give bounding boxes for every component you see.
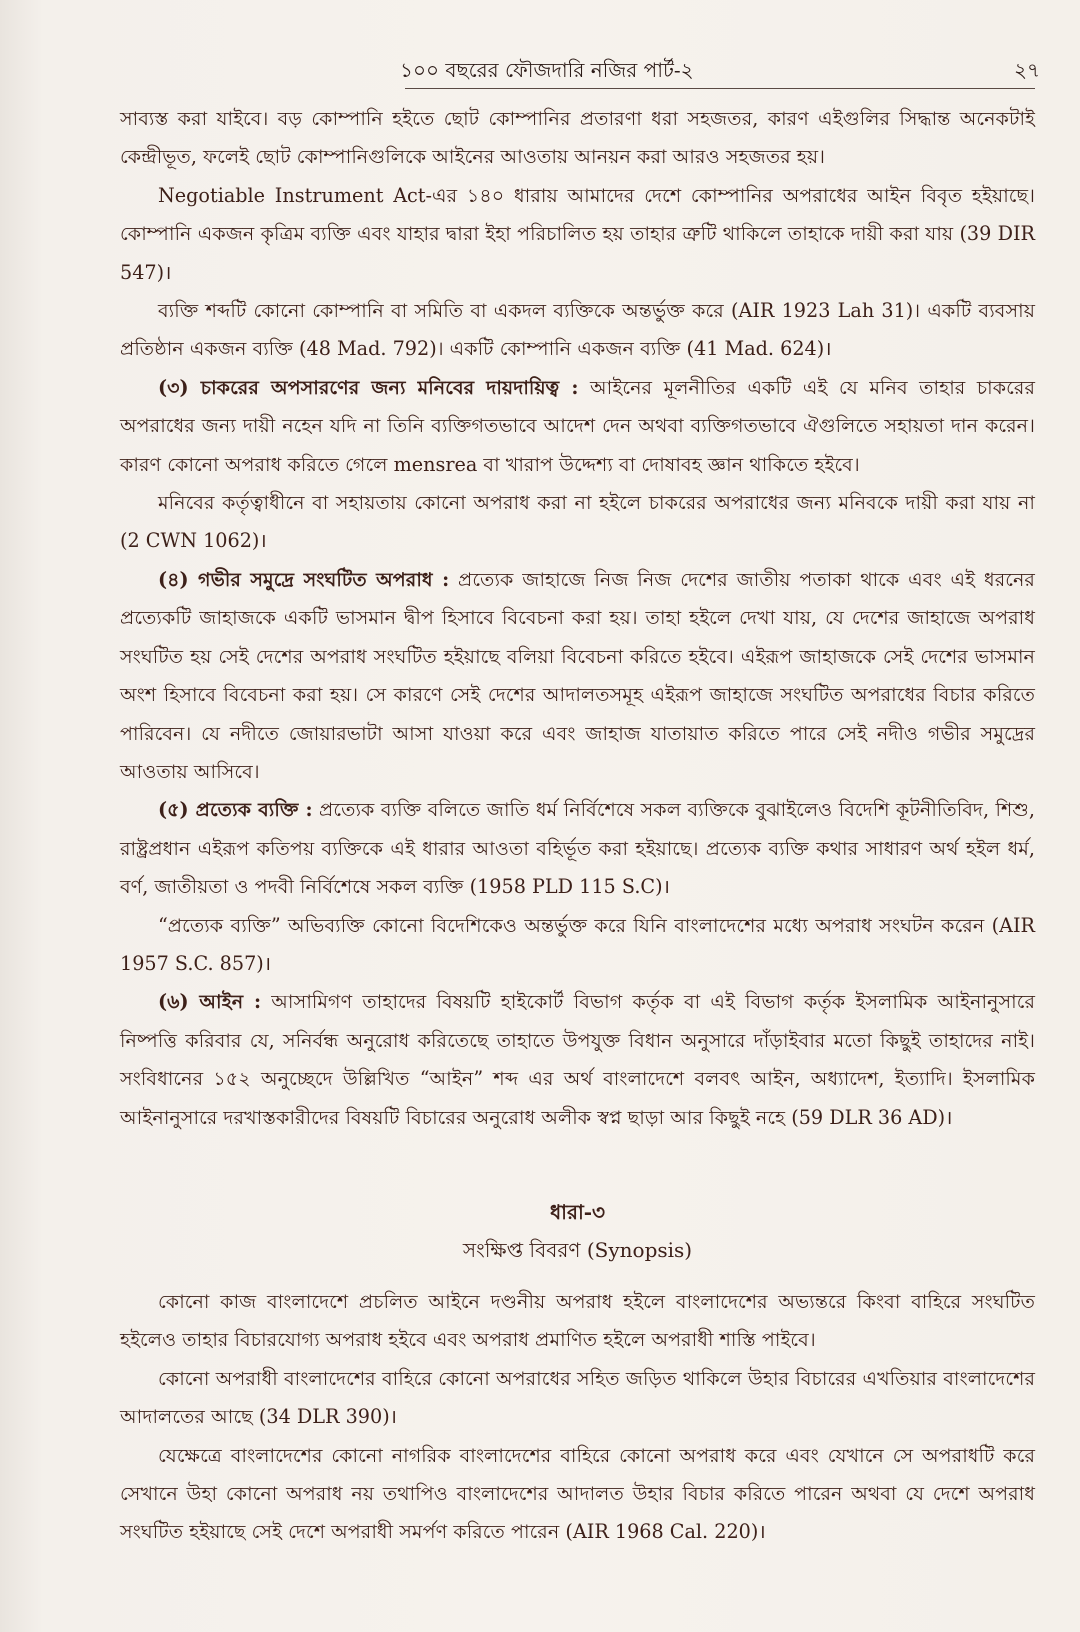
clause-text: আসামিগণ তাহাদের বিষয়টি হাইকোর্ট বিভাগ কর্তৃক বা এই বিভাগ কর্তৃক ইসলামিক আইনানুসারে নিষ্পত্তি করিবার যে, সনির্বন্ধ অনুরোধ করিতেছে তাহাতে উপযুক্ত বিধান অনুসারে দাঁড়াইবার মতো কিছুই তাহাদের নাই। সংবিধানের ১৫২ অনুচ্ছেদে উল্লিখিত “আইন” শব্দ এর অর্থ বাংলাদেশে বলবৎ আইন, অধ্যাদেশ, ইত্যাদি। ইসলামিক আইনানুসারে দরখাস্তকারীদের বিষয়টি বিচারের অনুরোধ অলীক স্বপ্ন ছাড়া আর কিছুই নহে (59 DLR 36 AD)।	[120, 990, 1035, 1129]
paragraph	[120, 369, 1035, 484]
paragraph: ব্যক্তি শব্দটি কোনো কোম্পানি বা সমিতি বা একদল ব্যক্তিকে অন্তর্ভুক্ত করে (AIR 1923 Lah 31)। একটি ব্যবসায় প্রতিষ্ঠান একজন ব্যক্তি (48 Mad. 792)। একটি কোম্পানি একজন ব্যক্তি (41 Mad. 624)।	[120, 299, 1035, 361]
paragraph: কোনো অপরাধী বাংলাদেশের বাহিরে কোনো অপরাধের সহিত জড়িত থাকিলে উহার বিচারের এখতিয়ার বাংলাদেশের আদালতের আছে (34 DLR 390)।	[120, 1366, 1035, 1429]
header-rule	[405, 88, 1035, 89]
paragraph	[120, 983, 1035, 1137]
section-title: ধারা-৩	[549, 1199, 606, 1224]
clause-text: প্রত্যেক ব্যক্তি বলিতে জাতি ধর্ম নির্বিশেষে সকল ব্যক্তিকে বুঝাইলেও বিদেশি কূটনীতিবিদ, শিশু, রাষ্ট্রপ্রধান এইরূপ কতিপয় ব্যক্তিকে এই ধারার আওতা বহির্ভূত করা হইয়াছে। প্রত্যেক ব্যক্তি কথার সাধারণ অর্থ হইল ধর্ম, বর্ণ, জাতীয়তা ও পদবী নির্বিশেষে সকল ব্যক্তি (1958 PLD 115 S.C)।	[120, 798, 1035, 899]
paragraph: সাব্যস্ত করা যাইবে। বড় কোম্পানি হইতে ছোট কোম্পানির প্রতারণা ধরা সহজতর, কারণ এইগুলির সিদ্ধান্ত অনেকটাই কেন্দ্রীভূত, ফলেই ছোট কোম্পানিগুলিকে আইনের আওতায় আনয়ন করা আরও সহজতর হয়।	[120, 107, 1035, 169]
clause-heading: (৬) আইন :	[158, 990, 262, 1014]
book-title: ১০০ বছরের ফৌজদারি নজির পার্ট-২	[400, 58, 694, 82]
page-number: ২৭	[1013, 58, 1040, 82]
paragraph	[120, 561, 1035, 791]
paragraph: Negotiable Instrument Act-এর ১৪০ ধারায় আমাদের দেশে কোম্পানির অপরাধের আইন বিবৃত হইয়াছে। কোম্পানি একজন কৃত্রিম ব্যক্তি এবং যাহার দ্বারা ইহা পরিচালিত হয় তাহার ত্রুটি থাকিলে তাহাকে দায়ী করা যায় (39 DIR 547)।	[120, 183, 1035, 284]
clause-heading: (৫) প্রত্যেক ব্যক্তি :	[158, 798, 313, 822]
running-header	[400, 56, 1040, 89]
clause-text: আইনের মূলনীতির একটি এই যে মনিব তাহার চাকরের অপরাধের জন্য দায়ী নহেন যদি না তিনি ব্যক্তিগতভাবে আদেশ দেন অথবা ব্যক্তিগতভাবে ঐগুলিতে সহায়তা দান করেন। কারণ কোনো অপরাধ করিতে গেলে mensrea বা খারাপ উদ্দেশ্য বা দোষাবহ জ্ঞান থাকিতে হইবে।	[120, 375, 1035, 476]
paragraph	[120, 791, 1035, 906]
paragraph: “প্রত্যেক ব্যক্তি” অভিব্যক্তি কোনো বিদেশিকেও অন্তর্ভুক্ত করে যিনি বাংলাদেশের মধ্যে অপরাধ সংঘটন করেন (AIR 1957 S.C. 857)।	[120, 913, 1035, 975]
paragraph: মনিবের কর্তৃত্বাধীনে বা সহায়তায় কোনো অপরাধ করা না হইলে চাকরের অপরাধের জন্য মনিবকে দায়ী করা যায় না (2 CWN 1062)।	[120, 491, 1035, 553]
clause-heading: (৪) গভীর সমুদ্রে সংঘটিত অপরাধ :	[158, 567, 450, 591]
paragraph: কোনো কাজ বাংলাদেশে প্রচলিত আইনে দণ্ডনীয় অপরাধ হইলে বাংলাদেশের অভ্যন্তরে কিংবা বাহিরে সংঘটিত হইলেও তাহার বিচারযোগ্য অপরাধ হইবে এবং অপরাধ প্রমাণিত হইলে অপরাধী শাস্তি পাইবে।	[120, 1289, 1035, 1352]
clause-text: প্রত্যেক জাহাজে নিজ নিজ দেশের জাতীয় পতাকা থাকে এবং এই ধরনের প্রত্যেকটি জাহাজকে একটি ভাসমান দ্বীপ হিসাবে বিবেচনা করা হয়। তাহা হইলে দেখা যায়, যে দেশের জাহাজে অপরাধ সংঘটিত হয় সেই দেশের অপরাধ সংঘটিত হইয়াছে বলিয়া বিবেচনা করিতে হইবে। এইরূপ জাহাজকে সেই দেশের ভাসমান অংশ হিসাবে বিবেচনা করা হয়। সে কারণে সেই দেশের আদালতসমূহ এইরূপ জাহাজে সংঘটিত অপরাধের বিচার করিতে পারিবেন। যে নদীতে জোয়ারভাটা আসা যাওয়া করে এবং জাহাজ যাতায়াত করিতে পারে সেই নদীও গভীর সমুদ্রের আওতায় আসিবে।	[120, 567, 1035, 783]
page-body	[120, 100, 1035, 1552]
section-subtitle: সংক্ষিপ্ত বিবরণ (Synopsis)	[462, 1237, 693, 1262]
paragraph: যেক্ষেত্রে বাংলাদেশের কোনো নাগরিক বাংলাদেশের বাহিরে কোনো অপরাধ করে এবং যেখানে সে অপরাধটি করে সেখানে উহা কোনো অপরাধ নয় তথাপিও বাংলাদেশের আদালত উহার বিচার করিতে পারেন অথবা যে দেশে অপরাধ সংঘটিত হইয়াছে সেই দেশে অপরাধী সমর্পণ করিতে পারেন (AIR 1968 Cal. 220)।	[120, 1443, 1035, 1544]
clause-heading: (৩) চাকরের অপসারণের জন্য মনিবের দায়দায়িত্ব :	[158, 375, 579, 399]
